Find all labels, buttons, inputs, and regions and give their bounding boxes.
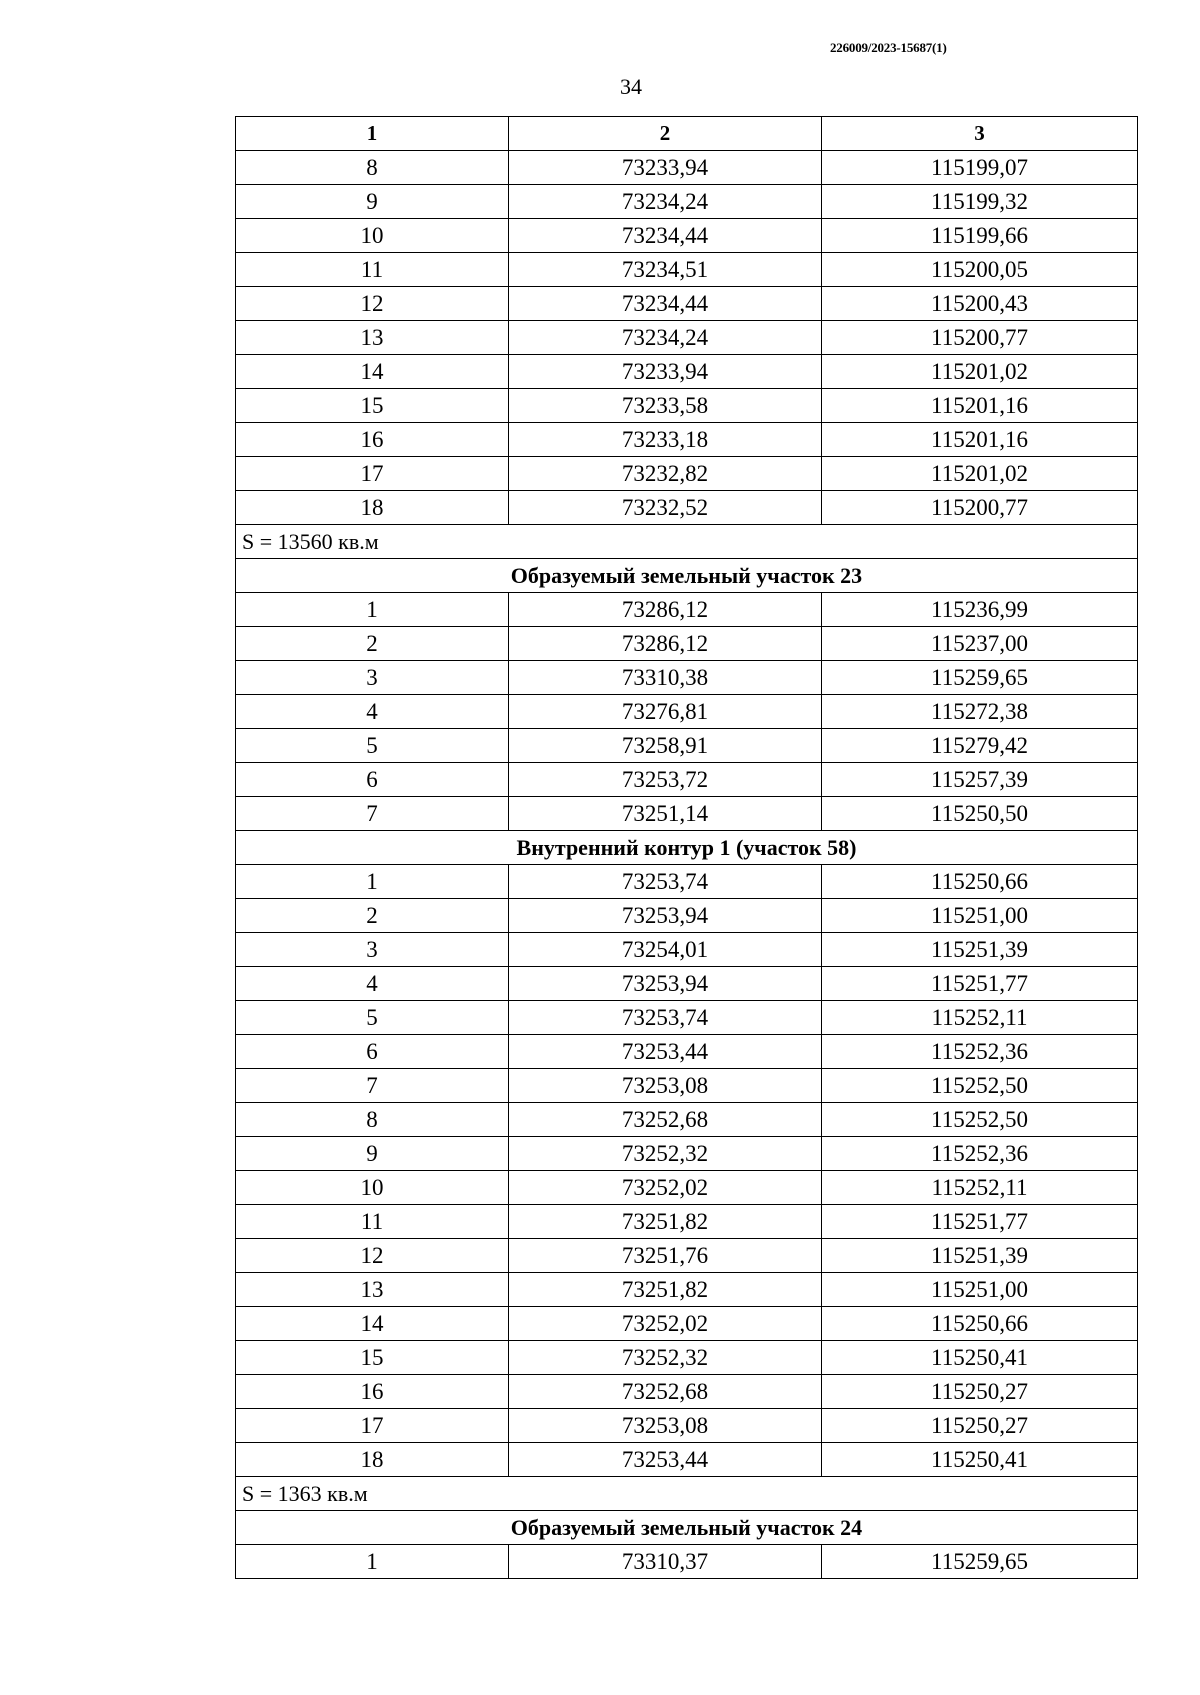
- header-cell-y: 3: [822, 117, 1138, 151]
- point-number-cell: 1: [236, 1545, 509, 1579]
- y-coordinate-cell: 115199,66: [822, 219, 1138, 253]
- point-number-cell: 6: [236, 1035, 509, 1069]
- area-value: S = 13560 кв.м: [236, 525, 1138, 559]
- table-row: [236, 219, 1138, 253]
- area-row: [236, 525, 1138, 559]
- point-number-cell: 13: [236, 321, 509, 355]
- y-coordinate-cell: 115252,11: [822, 1001, 1138, 1035]
- y-coordinate-cell: 115250,66: [822, 1307, 1138, 1341]
- point-number-cell: 3: [236, 661, 509, 695]
- x-coordinate-cell: 73233,94: [509, 151, 822, 185]
- y-coordinate-cell: 115200,77: [822, 491, 1138, 525]
- x-coordinate-cell: 73234,51: [509, 253, 822, 287]
- y-coordinate-cell: 115201,02: [822, 457, 1138, 491]
- x-coordinate-cell: 73234,44: [509, 287, 822, 321]
- point-number-cell: 2: [236, 899, 509, 933]
- y-coordinate-cell: 115250,41: [822, 1443, 1138, 1477]
- y-coordinate-cell: 115252,50: [822, 1103, 1138, 1137]
- x-coordinate-cell: 73232,52: [509, 491, 822, 525]
- y-coordinate-cell: 115201,16: [822, 423, 1138, 457]
- x-coordinate-cell: 73253,74: [509, 1001, 822, 1035]
- point-number-cell: 10: [236, 219, 509, 253]
- y-coordinate-cell: 115237,00: [822, 627, 1138, 661]
- x-coordinate-cell: 73252,32: [509, 1137, 822, 1171]
- x-coordinate-cell: 73251,82: [509, 1273, 822, 1307]
- x-coordinate-cell: 73253,72: [509, 763, 822, 797]
- x-coordinate-cell: 73253,94: [509, 899, 822, 933]
- table-row: [236, 661, 1138, 695]
- table-row: [236, 151, 1138, 185]
- table-row: [236, 1171, 1138, 1205]
- x-coordinate-cell: 73233,58: [509, 389, 822, 423]
- y-coordinate-cell: 115251,77: [822, 967, 1138, 1001]
- x-coordinate-cell: 73234,24: [509, 321, 822, 355]
- table-row: [236, 457, 1138, 491]
- y-coordinate-cell: 115251,39: [822, 933, 1138, 967]
- table-row: [236, 1307, 1138, 1341]
- x-coordinate-cell: 73232,82: [509, 457, 822, 491]
- table-row: [236, 1375, 1138, 1409]
- y-coordinate-cell: 115250,27: [822, 1409, 1138, 1443]
- point-number-cell: 16: [236, 423, 509, 457]
- y-coordinate-cell: 115201,16: [822, 389, 1138, 423]
- y-coordinate-cell: 115201,02: [822, 355, 1138, 389]
- point-number-cell: 18: [236, 1443, 509, 1477]
- point-number-cell: 1: [236, 865, 509, 899]
- y-coordinate-cell: 115250,50: [822, 797, 1138, 831]
- y-coordinate-cell: 115252,11: [822, 1171, 1138, 1205]
- table-row: [236, 1001, 1138, 1035]
- table-row: [236, 491, 1138, 525]
- table-row: [236, 321, 1138, 355]
- table-row: [236, 899, 1138, 933]
- x-coordinate-cell: 73252,68: [509, 1103, 822, 1137]
- y-coordinate-cell: 115250,27: [822, 1375, 1138, 1409]
- y-coordinate-cell: 115251,77: [822, 1205, 1138, 1239]
- point-number-cell: 10: [236, 1171, 509, 1205]
- table-header-row: [236, 117, 1138, 151]
- y-coordinate-cell: 115252,36: [822, 1035, 1138, 1069]
- header-cell-point: 1: [236, 117, 509, 151]
- x-coordinate-cell: 73251,82: [509, 1205, 822, 1239]
- table-row: [236, 1443, 1138, 1477]
- y-coordinate-cell: 115200,05: [822, 253, 1138, 287]
- y-coordinate-cell: 115250,66: [822, 865, 1138, 899]
- x-coordinate-cell: 73233,94: [509, 355, 822, 389]
- point-number-cell: 4: [236, 967, 509, 1001]
- y-coordinate-cell: 115279,42: [822, 729, 1138, 763]
- x-coordinate-cell: 73251,76: [509, 1239, 822, 1273]
- y-coordinate-cell: 115200,77: [822, 321, 1138, 355]
- x-coordinate-cell: 73233,18: [509, 423, 822, 457]
- point-number-cell: 8: [236, 151, 509, 185]
- point-number-cell: 8: [236, 1103, 509, 1137]
- y-coordinate-cell: 115252,36: [822, 1137, 1138, 1171]
- x-coordinate-cell: 73253,74: [509, 865, 822, 899]
- y-coordinate-cell: 115199,07: [822, 151, 1138, 185]
- header-cell-x: 2: [509, 117, 822, 151]
- y-coordinate-cell: 115199,32: [822, 185, 1138, 219]
- table-row: [236, 1205, 1138, 1239]
- table-row: [236, 1103, 1138, 1137]
- point-number-cell: 3: [236, 933, 509, 967]
- point-number-cell: 15: [236, 1341, 509, 1375]
- area-value: S = 1363 кв.м: [236, 1477, 1138, 1511]
- table-row: [236, 287, 1138, 321]
- table-row: [236, 865, 1138, 899]
- point-number-cell: 11: [236, 253, 509, 287]
- point-number-cell: 11: [236, 1205, 509, 1239]
- table-row: [236, 389, 1138, 423]
- x-coordinate-cell: 73253,08: [509, 1069, 822, 1103]
- section-header-row: [236, 559, 1138, 593]
- x-coordinate-cell: 73234,44: [509, 219, 822, 253]
- point-number-cell: 13: [236, 1273, 509, 1307]
- table-row: [236, 1409, 1138, 1443]
- y-coordinate-cell: 115259,65: [822, 661, 1138, 695]
- x-coordinate-cell: 73253,44: [509, 1035, 822, 1069]
- table-row: [236, 355, 1138, 389]
- y-coordinate-cell: 115272,38: [822, 695, 1138, 729]
- y-coordinate-cell: 115236,99: [822, 593, 1138, 627]
- y-coordinate-cell: 115251,00: [822, 899, 1138, 933]
- table-row: [236, 729, 1138, 763]
- x-coordinate-cell: 73310,38: [509, 661, 822, 695]
- x-coordinate-cell: 73254,01: [509, 933, 822, 967]
- point-number-cell: 5: [236, 729, 509, 763]
- point-number-cell: 14: [236, 1307, 509, 1341]
- area-row: [236, 1477, 1138, 1511]
- x-coordinate-cell: 73234,24: [509, 185, 822, 219]
- table-row: [236, 763, 1138, 797]
- table-row: [236, 1545, 1138, 1579]
- x-coordinate-cell: 73252,02: [509, 1171, 822, 1205]
- x-coordinate-cell: 73251,14: [509, 797, 822, 831]
- table-row: [236, 967, 1138, 1001]
- point-number-cell: 1: [236, 593, 509, 627]
- section-title: Внутренний контур 1 (участок 58): [236, 831, 1138, 865]
- x-coordinate-cell: 73286,12: [509, 627, 822, 661]
- point-number-cell: 17: [236, 1409, 509, 1443]
- table-row: [236, 1239, 1138, 1273]
- point-number-cell: 12: [236, 287, 509, 321]
- x-coordinate-cell: 73276,81: [509, 695, 822, 729]
- x-coordinate-cell: 73253,44: [509, 1443, 822, 1477]
- x-coordinate-cell: 73253,94: [509, 967, 822, 1001]
- table-row: [236, 695, 1138, 729]
- document-id: 226009/2023-15687(1): [830, 40, 947, 55]
- point-number-cell: 15: [236, 389, 509, 423]
- table-row: [236, 593, 1138, 627]
- table-row: [236, 1137, 1138, 1171]
- point-number-cell: 16: [236, 1375, 509, 1409]
- point-number-cell: 17: [236, 457, 509, 491]
- point-number-cell: 9: [236, 1137, 509, 1171]
- point-number-cell: 2: [236, 627, 509, 661]
- table-row: [236, 423, 1138, 457]
- table-row: [236, 1035, 1138, 1069]
- point-number-cell: 4: [236, 695, 509, 729]
- point-number-cell: 7: [236, 797, 509, 831]
- y-coordinate-cell: 115200,43: [822, 287, 1138, 321]
- y-coordinate-cell: 115259,65: [822, 1545, 1138, 1579]
- x-coordinate-cell: 73252,32: [509, 1341, 822, 1375]
- point-number-cell: 5: [236, 1001, 509, 1035]
- x-coordinate-cell: 73310,37: [509, 1545, 822, 1579]
- table-row: [236, 627, 1138, 661]
- x-coordinate-cell: 73252,02: [509, 1307, 822, 1341]
- coordinates-table: [235, 116, 1138, 1579]
- section-title: Образуемый земельный участок 23: [236, 559, 1138, 593]
- table-row: [236, 253, 1138, 287]
- table-row: [236, 1273, 1138, 1307]
- y-coordinate-cell: 115251,00: [822, 1273, 1138, 1307]
- point-number-cell: 6: [236, 763, 509, 797]
- point-number-cell: 18: [236, 491, 509, 525]
- y-coordinate-cell: 115252,50: [822, 1069, 1138, 1103]
- point-number-cell: 7: [236, 1069, 509, 1103]
- table-row: [236, 1069, 1138, 1103]
- section-title: Образуемый земельный участок 24: [236, 1511, 1138, 1545]
- page-number: 34: [620, 74, 642, 99]
- x-coordinate-cell: 73252,68: [509, 1375, 822, 1409]
- table-row: [236, 1341, 1138, 1375]
- table-row: [236, 797, 1138, 831]
- x-coordinate-cell: 73286,12: [509, 593, 822, 627]
- y-coordinate-cell: 115251,39: [822, 1239, 1138, 1273]
- section-header-row: [236, 1511, 1138, 1545]
- point-number-cell: 12: [236, 1239, 509, 1273]
- point-number-cell: 9: [236, 185, 509, 219]
- x-coordinate-cell: 73258,91: [509, 729, 822, 763]
- point-number-cell: 14: [236, 355, 509, 389]
- y-coordinate-cell: 115250,41: [822, 1341, 1138, 1375]
- y-coordinate-cell: 115257,39: [822, 763, 1138, 797]
- x-coordinate-cell: 73253,08: [509, 1409, 822, 1443]
- table-row: [236, 933, 1138, 967]
- table-row: [236, 185, 1138, 219]
- coordinates-table-body: [236, 117, 1138, 1579]
- section-header-row: [236, 831, 1138, 865]
